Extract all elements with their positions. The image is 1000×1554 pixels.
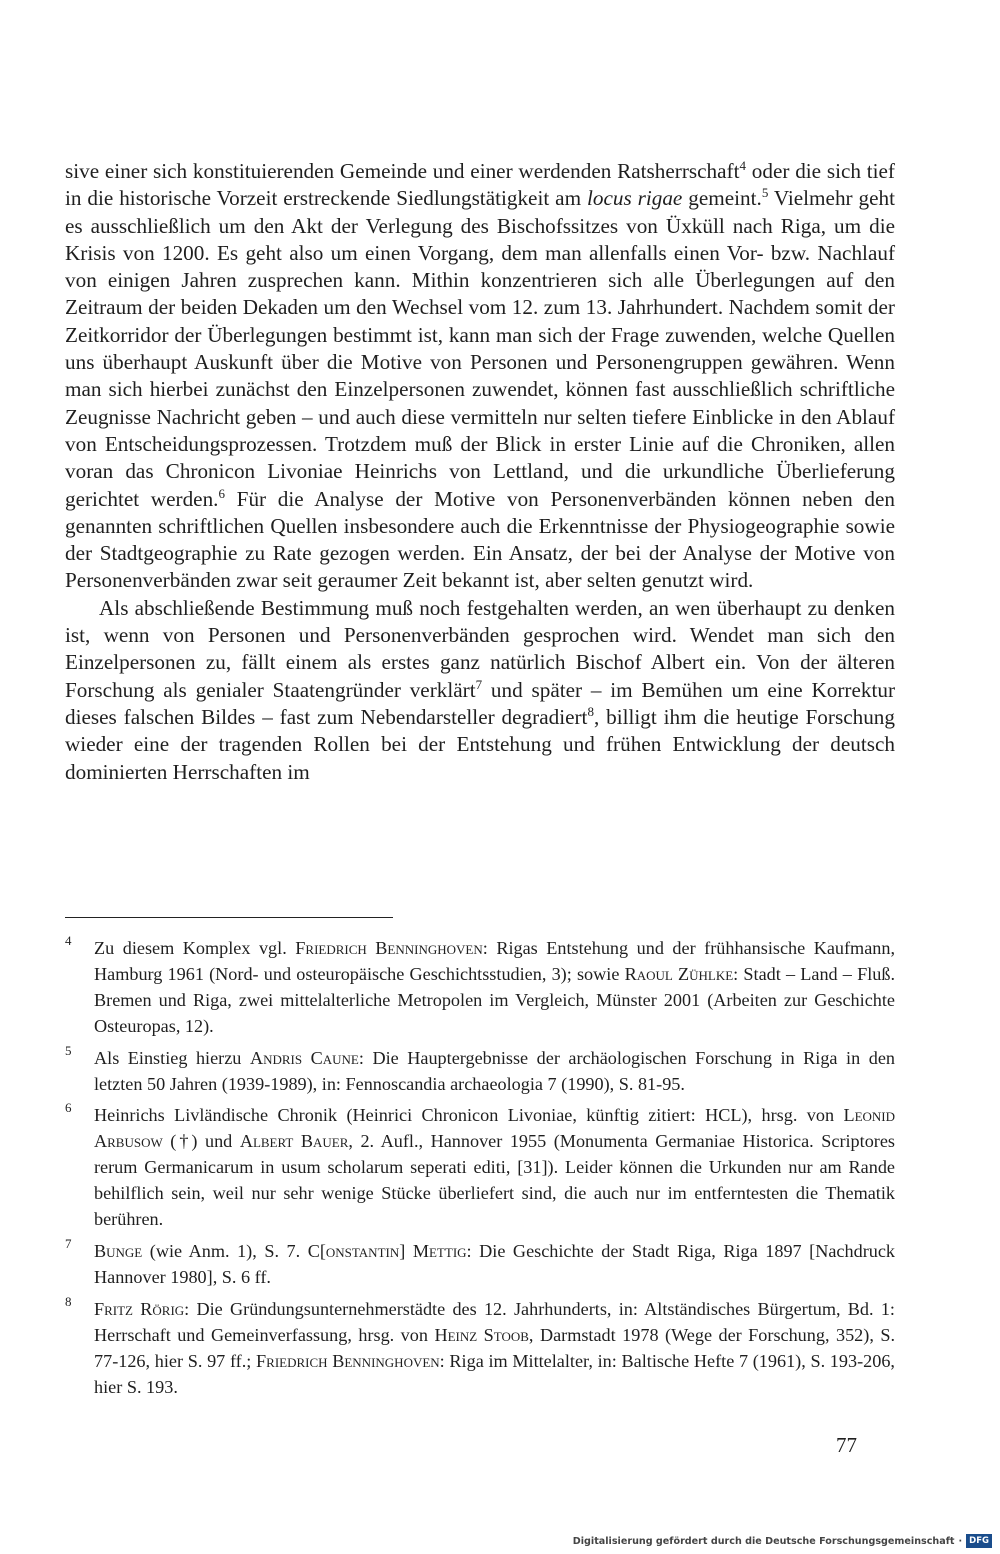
page-number: 77 (836, 1433, 857, 1457)
footnote-text (94, 936, 895, 1040)
footnote-number: 4 (65, 933, 72, 948)
footnote-text (94, 1239, 895, 1291)
text-run: : Die Geschichte der Stadt Riga, Riga 1897 [Nachdruck Hannover 1980], S. 6 ff. (94, 1240, 896, 1287)
footnote-8 (65, 1293, 895, 1401)
footnote-number: 7 (65, 1235, 72, 1251)
main-text (65, 158, 895, 786)
author-name: Heinz Stoob (434, 1324, 529, 1345)
footnote-7 (65, 1235, 896, 1291)
author-name: Raoul Zühlke (624, 963, 734, 984)
author-name: Friedrich Benninghoven (295, 938, 483, 958)
author-name: Friedrich Benninghoven (256, 1350, 440, 1371)
footnote-5 (65, 1042, 895, 1098)
paragraph-2 (65, 595, 895, 786)
footnote-number: 6 (65, 1100, 72, 1116)
text-run: , 2. Aufl., Hannover 1955 (Monumenta Germaniae Historica. Scriptores rerum Germanicarum in usum scholarum seperati editi, [31]). Leider können die Urkunden nur am Rande behilflich sein, weil nur sehr wenige Stücke überliefert sind, die auch nur im entferntesten die Thematik berühren. (94, 1131, 895, 1230)
author-name: Fritz Rörig (94, 1298, 185, 1319)
paragraph-1 (65, 158, 895, 595)
footnote-4 (65, 933, 896, 1040)
funding-credit (573, 1532, 992, 1550)
credit-text: Digitalisierung gefördert durch die Deutsche Forschungsgemeinschaft (572, 1535, 955, 1547)
footnote-text (94, 1103, 895, 1233)
text-run: : Stadt – Land – Fluß. Bremen und Riga, zwei mittelalterliche Metropolen im Vergleich, Münster 2001 (Arbeiten zur Geschichte Osteuropas, 12). (94, 963, 895, 1036)
text-run: oder die sich tief in die historische Vorzeit erstreckende Siedlungstätigkeit am (65, 159, 895, 211)
text-run: , Darmstadt 1978 (Wege der Forschung, 352), S. 77-126, hier S. 97 ff.; (94, 1324, 895, 1371)
footnote-text (94, 1297, 895, 1401)
text-run: , billigt ihm die heutige Forschung wieder eine der tragenden Rollen bei der Entstehung und frühen Entwicklung der deutsch dominierten Herrschaften im (65, 704, 895, 784)
footnote-ref-4[interactable]: 4 (739, 158, 746, 173)
footnote-ref-8[interactable]: 8 (587, 703, 594, 719)
italic-term: locus rigae (586, 186, 683, 211)
text-run: sive einer sich konstituierenden Gemeinde und einer werdenden Ratsherrschaft (65, 159, 740, 183)
text-run: (wie Anm. 1), S. 7. (142, 1240, 308, 1261)
text-run: : Die Hauptergebnisse der archäologischen Forschung in Riga in den letzten 50 Jahren (1939-1989), in: Fennoscandia archaeologia 7 (1990), S. 81-95. (94, 1047, 895, 1094)
author-name: Leonid Arbusow (94, 1105, 895, 1152)
author-name: Bunge (94, 1240, 143, 1261)
text-run: : Riga im Mittelalter, in: Baltische Hefte 7 (1961), S. 193-206, hier S. 193. (94, 1350, 895, 1397)
footnote-ref-5[interactable]: 5 (761, 185, 769, 201)
text-run: Als abschließende Bestimmung muß noch festgehalten werden, an wen überhaupt zu denken ist, wenn von Personen und Personenverbänden gesprochen wird. Wendet man sich den Einzelpersonen zu, fällt einem als erstes ganz natürlich Bischof Albert ein. Von der älteren Forschung als genialer Staatengründer verklärt (65, 595, 895, 702)
footnote-number: 5 (65, 1042, 72, 1058)
author-name: Albert Bauer (239, 1131, 349, 1152)
footnote-divider (65, 917, 393, 918)
credit-separator: · (958, 1535, 963, 1547)
text-run: : Rigas Entstehung und der frühhansische Kaufmann, Hamburg 1961 (Nord- und osteuropäische Geschichtsstudien, 3); sowie (94, 938, 896, 984)
footnote-ref-7[interactable]: 7 (475, 676, 483, 692)
text-run: (†) und (162, 1131, 240, 1152)
text-run: : Die Gründungsunternehmerstädte des 12. Jahrhunderts, in: Altständisches Bürgertum, Bd. 1: Herrschaft und Gemeinverfassung, hrsg. von (94, 1298, 895, 1345)
footnotes (65, 933, 896, 1406)
author-name: C[onstantin] Mettig (307, 1240, 467, 1261)
author-name: Andris Caune (249, 1047, 359, 1068)
text-run: gemeint. (682, 186, 762, 211)
footnote-text (94, 1046, 895, 1098)
text-run: Für die Analyse der Motive von Personenverbänden können neben den genannten schriftlichen Quellen insbesondere auch die Erkenntnisse der Physiogeographie sowie der Stadtgeographie zu Rate gezogen werden. Ein Ansatz, der bei der Analyse der Motive von Personenverbänden zwar seit geraumer Zeit bekannt ist, aber selten genutzt wird. (65, 486, 896, 593)
text-run: Vielmehr geht es ausschließlich um den Akt der Verlegung des Bischofssitzes von Üxküll nach Riga, um die Krisis von 1200. Es geht also um einen Vorgang, dem man allenfalls einen Vor- bzw. Nachlauf von einigen Jahren zusprechen kann. Mithin konzentrieren sich alle Überlegungen auf den Zeitraum der beiden Dekaden um den Wechsel vom 12. zum 13. Jahrhundert. Nachdem somit der Zeitkorridor der Überlegungen bestimmt ist, kann man sich der Frage zuwenden, welche Quellen uns überhaupt Auskunft über die Motive von Personen und Personengruppen gewähren. Wenn man sich hierbei zunächst den Einzelpersonen zuwendet, können fast ausschließlich schriftliche Zeugnisse Nachricht geben – und auch diese vermitteln nur selten tiefere Einblicke in den Ablauf von Entscheidungsprozessen. Trotzdem muß der Blick in erster Linie auf die Chroniken, allen voran das Chronicon Livoniae Heinrichs von Lettland, und die urkundliche Überlieferung gerichtet werden. (65, 186, 895, 511)
text-run: Zu diesem Komplex vgl. (94, 938, 296, 958)
footnote-ref-6[interactable]: 6 (218, 485, 225, 501)
text-run: und später – im Bemühen um eine Korrektur dieses falschen Bildes – fast zum Nebendarsteller degradiert (65, 677, 895, 729)
dfg-logo-icon: DFG (966, 1534, 992, 1548)
text-run: Heinrichs Livländische Chronik (Heinrici Chronicon Livoniae, künftig zitiert: HCL), hrsg. von (94, 1105, 844, 1126)
footnote-6 (65, 1100, 895, 1233)
footnote-number: 8 (65, 1293, 72, 1309)
text-run: Als Einstieg hierzu (94, 1047, 250, 1068)
